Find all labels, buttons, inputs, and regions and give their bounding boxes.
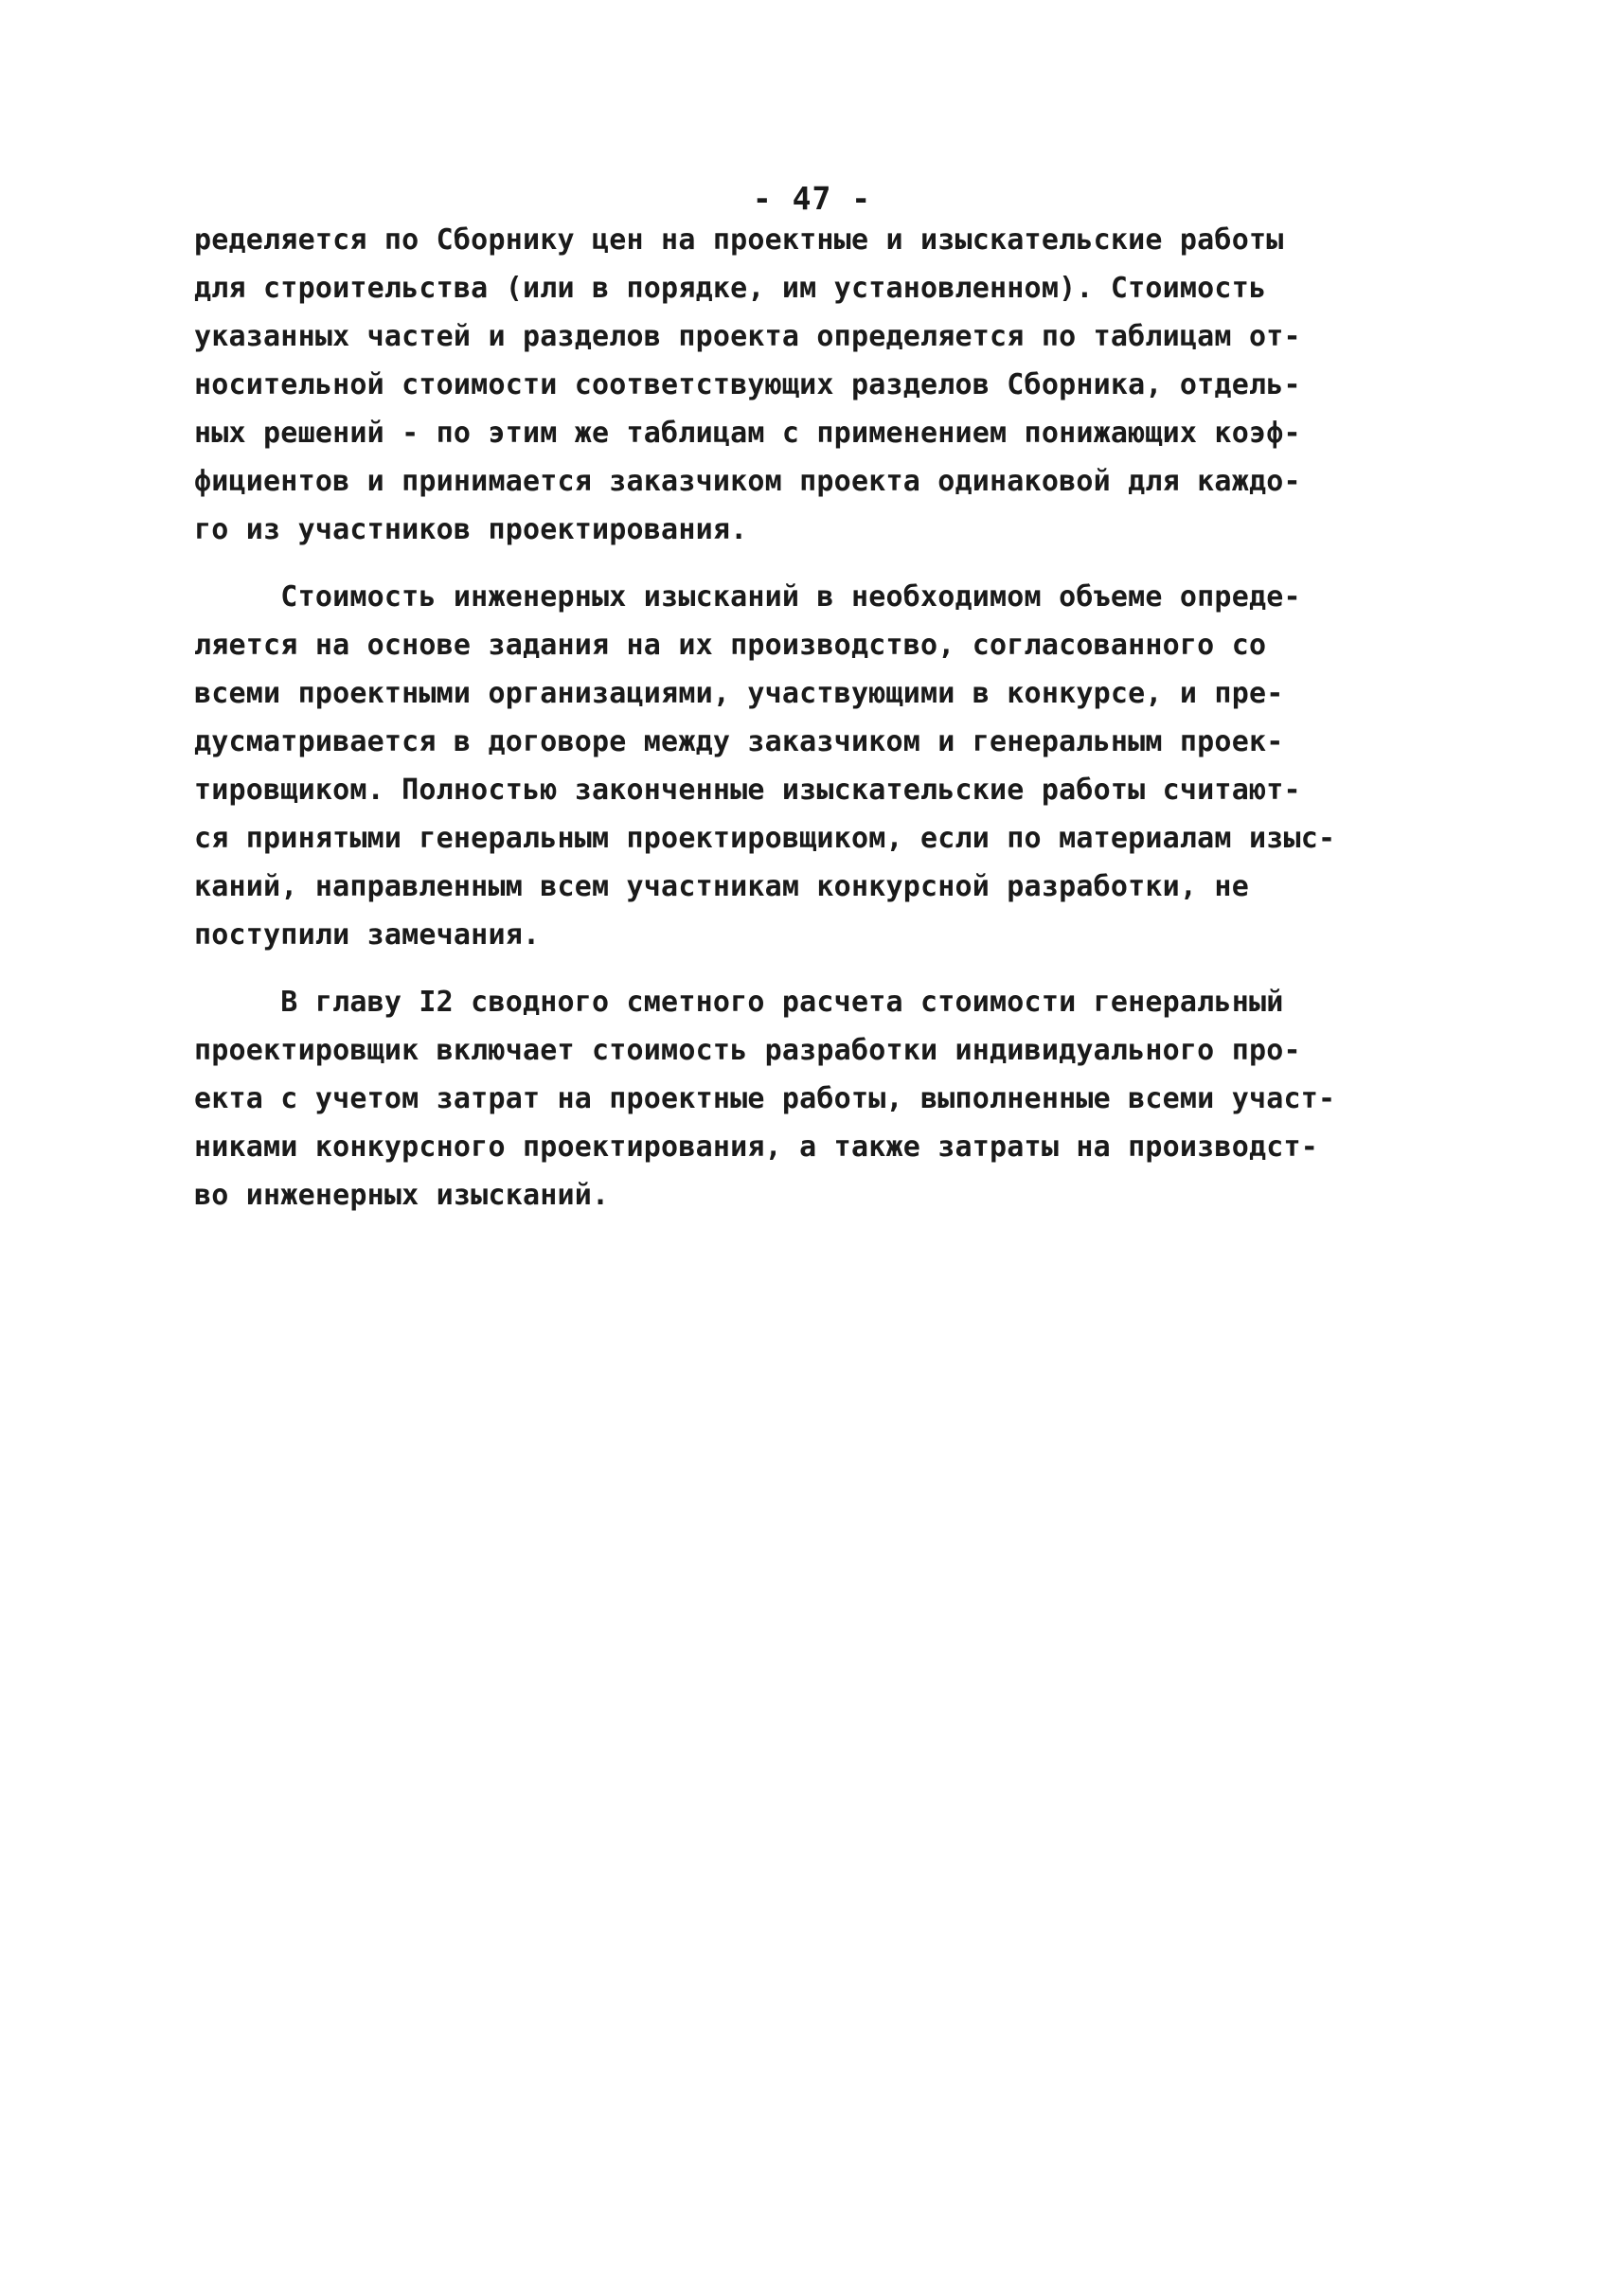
paragraph-2 — [194, 573, 1444, 959]
text-line: В главу I2 сводного сметного расчета стоимости генеральный — [194, 986, 1284, 1019]
text-line: го из участников проектирования. — [194, 513, 748, 546]
text-line: проектировщик включает стоимость разработки индивидуального про- — [194, 1034, 1301, 1067]
text-line: поступили замечания. — [194, 918, 541, 952]
text-line: тировщиком. Полностью законченные изыскательские работы считают- — [194, 774, 1301, 807]
text-line: ных решений - по этим же таблицам с применением понижающих коэф- — [194, 417, 1301, 450]
text-line: для строительства (или в порядке, им установленном). Стоимость — [194, 272, 1267, 305]
text-line: во инженерных изысканий. — [194, 1179, 610, 1212]
text-line: указанных частей и разделов проекта определяется по таблицам от- — [194, 320, 1301, 353]
text-line: ределяется по Сборнику цен на проектные и изыскательские работы — [194, 223, 1284, 257]
text-line: носительной стоимости соответствующих разделов Сборника, отдель- — [194, 368, 1301, 401]
text-line: каний, направленным всем участникам конкурсной разработки, не — [194, 870, 1249, 903]
text-line: фициентов и принимается заказчиком проекта одинаковой для каждо- — [194, 465, 1301, 498]
text-line: екта с учетом затрат на проектные работы, выполненные всеми участ- — [194, 1082, 1336, 1115]
text-line: никами конкурсного проектирования, а также затраты на производст- — [194, 1130, 1318, 1164]
paragraph-3 — [194, 978, 1444, 1219]
body-text — [194, 216, 1444, 1219]
text-line: ся принятыми генеральным проектировщиком, если по материалам изыс- — [194, 822, 1336, 855]
paragraph-1 — [194, 216, 1444, 554]
text-line: ляется на основе задания на их производство, согласованного со — [194, 629, 1267, 662]
text-line: Стоимость инженерных изысканий в необходимом объеме опреде- — [194, 580, 1301, 614]
text-line: всеми проектными организациями, участвующими в конкурсе, и пре- — [194, 677, 1284, 710]
page-number: - 47 - — [752, 180, 872, 217]
text-line: дусматривается в договоре между заказчиком и генеральным проек- — [194, 725, 1284, 758]
